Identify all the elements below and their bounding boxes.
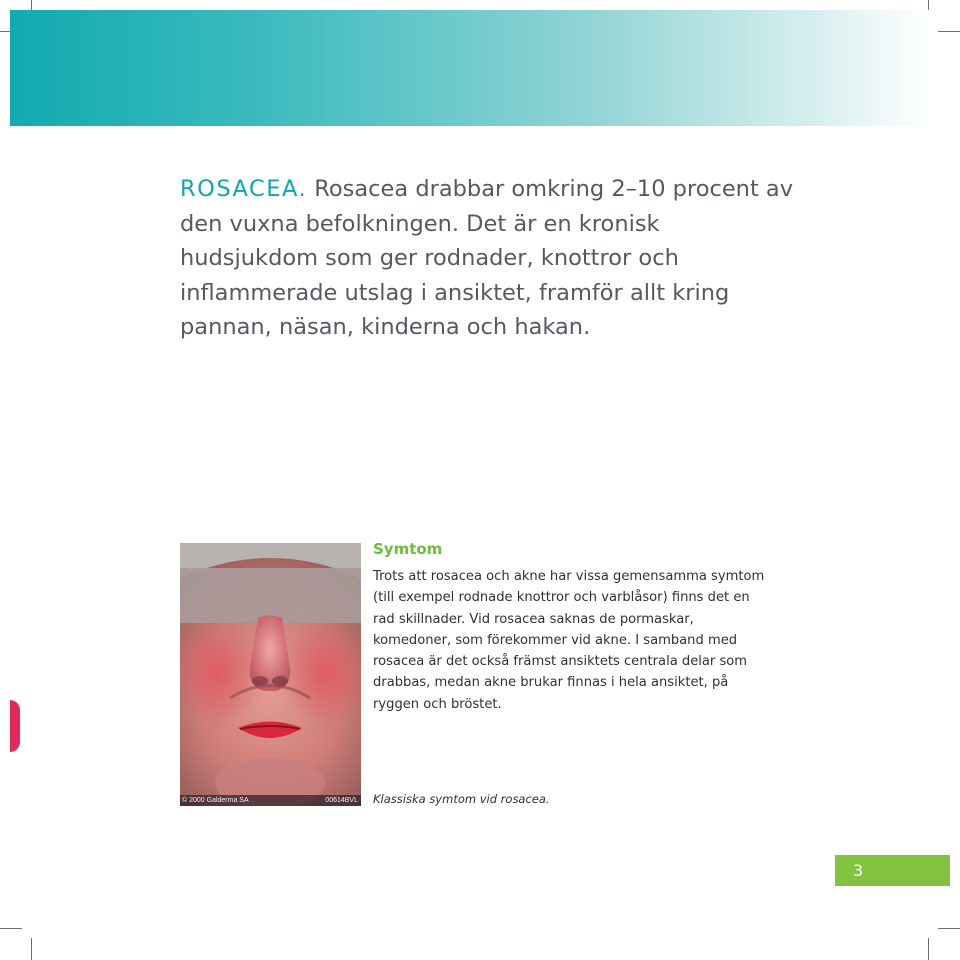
crop-mark xyxy=(0,928,22,929)
intro-text: Rosacea drabbar omkring 2–10 procent av den vuxna befolkningen. Det är en kronisk hudsjukdom som ger rodnader, knottror och inflammerade utslag i ansiktet, framför allt kring pannan, näsan, kinderna och hakan. xyxy=(180,176,794,340)
intro-lead: ROSACEA. xyxy=(180,176,308,202)
edge-tab xyxy=(10,700,20,752)
crop-mark xyxy=(928,938,929,960)
header-band xyxy=(10,10,930,126)
photo-caption: Klassiska symtom vid rosacea. xyxy=(373,792,550,806)
crop-mark xyxy=(31,938,32,960)
crop-mark xyxy=(938,31,960,32)
crop-mark xyxy=(938,928,960,929)
page-number: 3 xyxy=(853,861,864,880)
face-illustration xyxy=(180,543,361,806)
face-photo xyxy=(180,543,361,806)
photo-code: 00614BVL xyxy=(325,797,358,804)
section-body: Trots att rosacea och akne har vissa gemensamma symtom (till exempel rodnade knottror och varblåsor) finns det en rad skillnader. Vid rosacea saknas de pormaskar, komedoner, som förekommer vid akne. I samband med rosacea är det också främst ansiktets centrala delar som drabbas, medan akne brukar finnas i hela ansiktet, på ryggen och bröstet. xyxy=(373,569,765,712)
intro-paragraph xyxy=(180,172,800,345)
section-heading: Symtom xyxy=(373,540,443,558)
page-number-box xyxy=(835,855,950,886)
photo-credit: © 2000 Galderma SA xyxy=(182,797,249,804)
